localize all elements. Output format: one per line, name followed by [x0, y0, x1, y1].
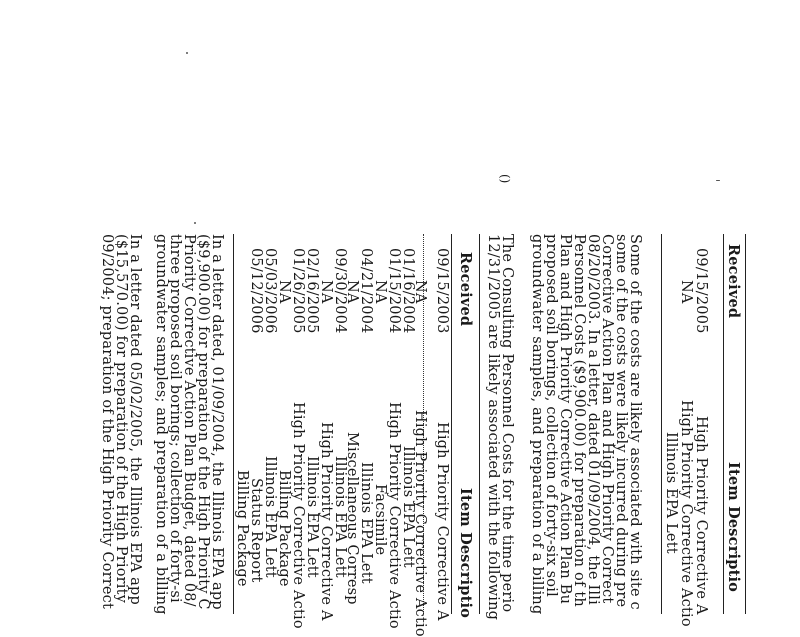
lower-table-row-desc: Billing Package — [234, 470, 250, 587]
lower-table-row-desc: High Priority Corrective Actio — [412, 410, 428, 637]
top-table-bottom-rule — [661, 234, 662, 614]
lower-table-row-desc: Status Report — [248, 478, 264, 583]
lower-table-row-date: 01/16/2004 — [400, 248, 416, 334]
paragraph-line: groundwater samples; and preparation of a billing — [153, 234, 169, 615]
paragraph-line: Plan and High Priority Corrective Action Plan Bu — [557, 234, 573, 605]
paragraph-line: 12/31/2005 are likely associated with the following — [485, 234, 501, 621]
lower-table-row-desc: Illinois EPA Lett — [400, 446, 416, 568]
paragraph-line: three proposed soil borings; collection of forty-si — [167, 234, 183, 603]
lower-table-header-description: Item Descriptio — [457, 488, 474, 619]
lower-table-row-date: 09/30/2004 — [332, 248, 348, 334]
lower-table-row-date: NA — [276, 280, 292, 304]
lower-table-header-received: Received — [457, 252, 474, 327]
top-table-header-description: Item Descriptio — [725, 462, 742, 593]
lower-table-row-desc: Billing Package — [276, 470, 292, 587]
lower-table-row-date: 05/12/2006 — [248, 248, 264, 334]
top-table-rule — [745, 234, 746, 614]
paragraph-line: proposed soil borings, collection of forty-six soil — [543, 234, 559, 597]
lower-table-bottom-rule — [233, 234, 234, 614]
lower-table-row-date: 05/03/2006 — [262, 248, 278, 334]
top-table-row-date: NA — [678, 280, 694, 304]
top-table-row-desc: Illinois EPA Lett — [663, 432, 679, 554]
lower-table-row-date: 01/15/2004 — [386, 248, 402, 334]
lower-table-row-date: 04/21/2004 — [358, 248, 374, 334]
paragraph-line: The Consulting Personnel Costs for the time perio — [499, 234, 515, 613]
lower-table-row-desc: High Priority Corrective A — [318, 422, 334, 621]
paragraph-line: groundwater samples, and preparation of a billing — [529, 234, 545, 615]
rotated-document-content — [99, 174, 746, 637]
lower-table-row-date: NA — [344, 280, 360, 304]
lower-table-row-desc: Miscellaneous Corresp — [344, 432, 360, 605]
scan-speck — [186, 52, 188, 54]
top-table-header-rule — [723, 234, 724, 614]
paragraph-line: In a letter dated 05/02/2005, the Illinois EPA app — [127, 234, 143, 605]
lower-table-row-desc: Illinois EPA Lett — [262, 456, 278, 578]
paragraph-line: some of the costs were likely incurred during pre — [613, 234, 629, 608]
lower-table-row-desc: High Priority Corrective Actio — [290, 402, 306, 629]
lower-table-row-desc: High Priority Corrective A — [434, 422, 450, 621]
lower-table-row-date: 02/16/2005 — [304, 248, 320, 334]
paragraph-line: Corrective Action Plan and High Priority Correct — [599, 234, 615, 604]
paragraph-line: 09/2004; preparation of the High Priority Correct — [99, 234, 115, 610]
paragraph-line: ($9,900.00) for preparation of the High Priority C — [195, 234, 211, 610]
top-table-row-desc: High Priority Corrective Actio — [678, 400, 694, 627]
lower-table-row-desc: Illinois EPA Lett — [358, 462, 374, 584]
lower-table-row-date: NA — [412, 280, 428, 304]
lower-table-row-desc: Illinois EPA Lett — [304, 456, 320, 578]
lower-table-row-date: NA — [318, 280, 334, 304]
lower-table-row-date: NA — [372, 280, 388, 304]
top-table-row-date: 09/15/2005 — [693, 248, 709, 334]
lower-table-row-desc: Facsimile — [372, 484, 388, 556]
lower-table-row-desc: High Priority Corrective Actio — [386, 402, 402, 629]
scan-speck — [194, 222, 196, 224]
paragraph-line: In a letter dated, 01/09/2004, the Illinois EPA app — [209, 234, 225, 610]
paragraph-line: Personnel Costs ($9,900.00) for preparation of th — [571, 234, 587, 607]
paragraph-line: Priority Corrective Action Plan Budget, dated 08/ — [181, 234, 197, 607]
lower-table-top-rule — [479, 234, 480, 614]
scan-speck — [716, 180, 720, 181]
paragraph-line: 08/20/2003. In a letter, dated 01/09/2004, the Illi — [585, 234, 601, 605]
paragraph-line: ($15,570.00) for preparation of the High Priority — [113, 234, 129, 604]
section-marker: () — [498, 174, 512, 184]
top-table-header-received: Received — [725, 244, 742, 319]
lower-table-row-desc: Illinois EPA Lett — [332, 456, 348, 578]
lower-table-row-date: 01/26/2005 — [290, 248, 306, 334]
lower-table-header-rule — [451, 234, 452, 614]
paragraph-line: Some of the costs are likely associated with site c — [627, 234, 643, 610]
top-table-row-desc: High Priority Corrective A — [693, 416, 709, 615]
lower-table-row-date: 09/15/2003 — [434, 248, 450, 334]
